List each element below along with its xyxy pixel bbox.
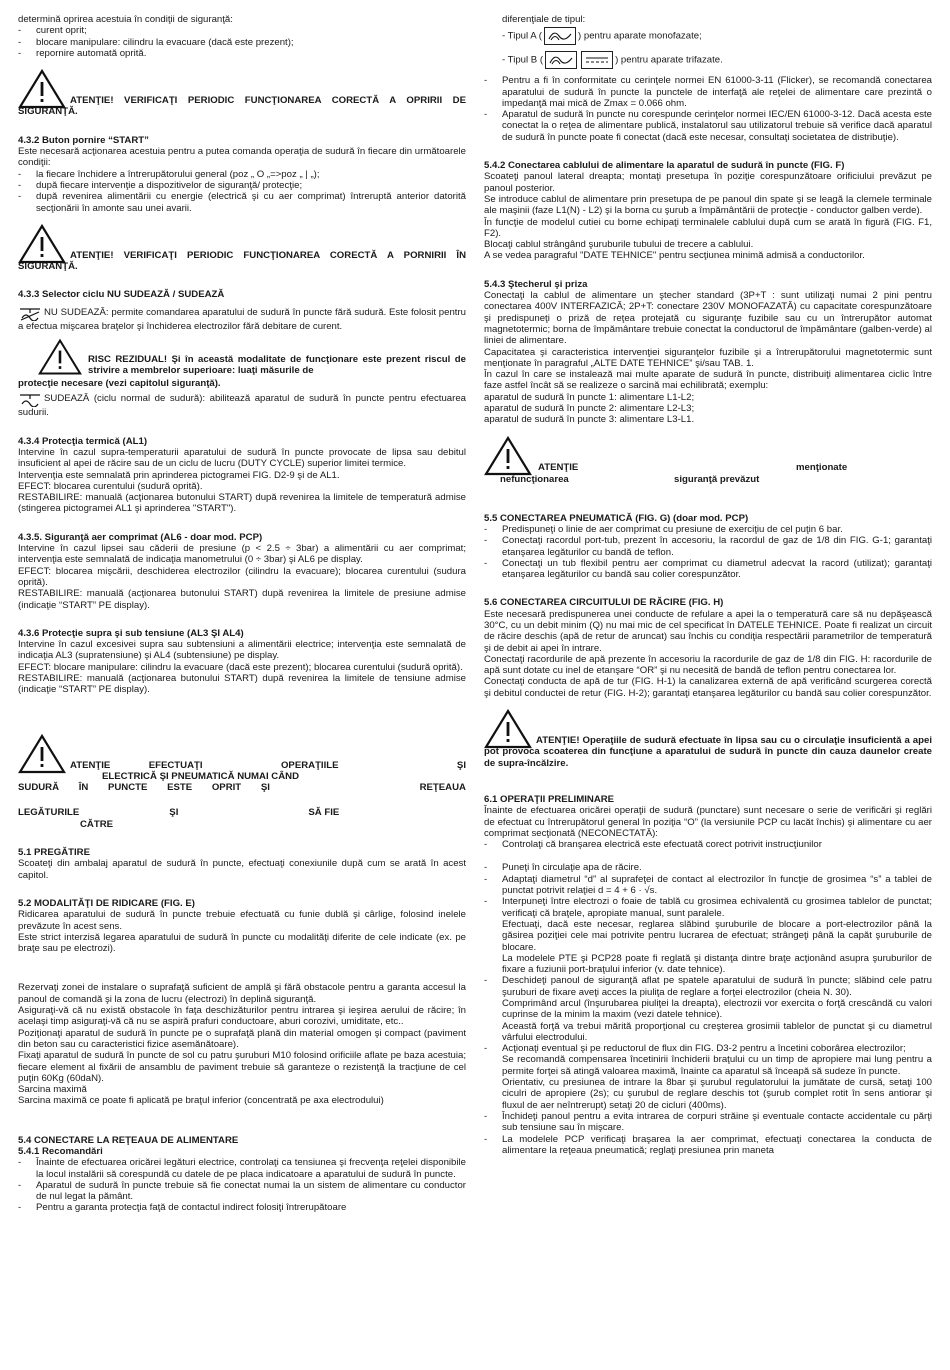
- warning-triangle-icon: [38, 338, 82, 376]
- section-title: 5.4.3 Ştecherul şi priza: [484, 278, 588, 290]
- warning-triangle-icon: [18, 224, 66, 264]
- section-title: 4.3.4 Protecţia termică (AL1): [18, 435, 148, 447]
- section-title: 5.6 CONECTAREA CIRCUITULUI DE RĂCIRE (FIG. H): [484, 597, 724, 609]
- warning-cooling: ATENŢIE! Operaţiile de sudură efectuate în lipsa sau cu o circulaţie insuficientă a apei pot provoca scoaterea din funcţiune a aparatului de sudură în puncte din cauza daunelor create de supra-încălzire.: [484, 709, 932, 769]
- list-item: - Aparatul de sudură în puncte nu corespunde cerinţelor normei IEC/EN 61000-3-12. Dacă acesta este conectat la o reţea de alimentare publică, instalatorul sau utilizatorul trebuie să verifice dacă aparatul de sudură în puncte poate fi conectat (dacă este necesar, consultaţi societatea de distribuţie).: [484, 109, 932, 143]
- warning-stop: ATENŢIE! VERIFICAŢI PERIODIC FUNCŢIONAREA CORECTĂ A OPRIRII DE SIGURANŢĂ.: [18, 69, 466, 118]
- intro-list: [18, 25, 466, 59]
- list-item: - blocare manipulare: cilindru la evacuare (dacă este prezent);: [18, 37, 466, 48]
- type-a-line: - Tipul A ( ) pentru aparate monofazate;: [484, 27, 932, 45]
- ac-pulsed-icon: [544, 27, 576, 45]
- no-weld-icon: [18, 307, 42, 321]
- section-title: 4.3.2 Buton pornire “START”: [18, 134, 149, 146]
- list-item: - Adaptaţi diametrul “d” al suprafeţei de contact al electrozilor în funcţie de grosimea “s” a tablei de punctat potrivit relaţiei d = 4 + 6 · √s.: [484, 874, 932, 897]
- list-item: - Acţionaţi eventual şi pe reductorul de flux din FIG. D3-2 pentru a încetini coborârea electrozilor;: [484, 1043, 932, 1054]
- warning-triangle-icon: [18, 734, 66, 774]
- list-item: - Puneţi în circulaţie apa de răcire.: [484, 862, 932, 873]
- warning-start: ATENŢIE! VERIFICAŢI PERIODIC FUNCŢIONAREA CORECTĂ A PORNIRII ÎN SIGURANŢĂ.: [18, 224, 466, 273]
- list-item: - La modelele PCP verificaţi braşarea la aer comprimat, efectuaţi conectarea la conducta de alimentare la reţeaua pneumatică; reglaţi presiunea prin maneta: [484, 1134, 932, 1157]
- list-item: - Conectaţi un tub flexibil pentru aer comprimat cu diametrul adecvat la racord (utilizat); garantaţi etanşarea legăturilor cu bandă sau colier corespunzător.: [484, 558, 932, 581]
- subsection-title: 5.4.1 Recomandări: [18, 1146, 103, 1157]
- warning-triangle-icon: [18, 69, 66, 109]
- section-title: 5.5 CONECTAREA PNEUMATICĂ (FIG. G) (doar mod. PCP): [484, 512, 749, 524]
- section-title: 5.4 CONECTARE LA REŢEAUA DE ALIMENTARE: [18, 1134, 239, 1146]
- list-item: - Conectaţi racordul port-tub, prezent în accesoriu, la racordul de gaz de 1/8 din FIG. G-1; garantaţi etanşarea legăturilor cu bandă de teflon.: [484, 535, 932, 558]
- left-column: determină oprirea acestuia în condiţii de siguranţă: - curent oprit; - blocare manipulare: cilindru la evacuare (dacă este prezent); - repornire automată oprită. ATENŢIE! VERIFICAŢI PERIODIC FUNCŢIONAREA CORECTĂ A OPRIRII DE SIGURANŢĂ. 4.3.2 Buton pornire “START” Este necesară acţionarea acestuia pentru a putea comanda operaţia de sudură în fiecare din următoarele condiţii: - la fiecare închidere a întrerupătorului general (poz „ O „=>poz „ | „); - după fiecare intervenţie a dispozitivelor de siguranţă/ protecţie; - după revenirea alimentării cu energie (electrică şi cu aer comprimat) întreruptă anterior datorită secţionării în amonte sau unei avarii. ATENŢIE! VERIFICAŢI PERIODIC FUNCŢIONAREA CORECTĂ A PORNIRII ÎN SIGURANŢĂ. 4.3.3 Selector ciclu NU SUDEAZĂ / SUDEAZĂ NU SUDEAZĂ: permite comandarea aparatului de sudură în puncte fără sudură. Este folosit pentru a efectua mişcarea braţelor şi închiderea electrozilor fără debitare de curent. RISC REZIDUAL! Şi în această modalitate de funcţionare este prezent riscul de strivire a membrelor superioare: luaţi măsurile de protecţie necesare (vezi capitolul siguranţă). SUDEAZĂ (ciclu normal de sudură): abilitează aparatul de sudură în puncte pentru efectuarea sudurii. 4.3.4 Protecţia termică (AL1) Intervine în cazul supra-temperaturii aparatului de sudură în puncte provocate de lipsa sau debitul insuficient al apei de răcire sau de un ciclu de lucru (DUTY CYCLE) superior limitei termice. Intervenţia este semnalată prin aprinderea pictogramei FIG. D2-9 şi de AL1. EFECT: blocarea curentului (sudură oprită). RESTABILIRE: manuală (acţionarea butonului START) după revenirea la limitele de temperatură admise (stingerea pictogramei AL1 şi aprinderea "START"). 4.3.5. Siguranţă aer comprimat (AL6 - doar mod. PCP) Intervine în cazul lipsei sau căderii de presiune (p < 2.5 ÷ 3bar) a alimentării cu aer comprimat; intervenţia este semnalată de indicaţia manometrului (0 ÷ 3bar) şi AL6 pe display. EFECT: blocarea mişcării, deschiderea electrozilor (cilindru la evacuare); blocarea curentului (sudura oprită). RESTABILIRE: manuală (acţionarea butonului START) după revenirea la limitele de presiune admise (indicaţie “START” PE display). 4.3.6 Protecţie supra şi sub tensiune (AL3 ŞI AL4) Intervine în cazul excesivei supra sau subtensiuni a alimentării electrice; intervenţia este semnalată de indicaţia AL3 (supratensiune) şi AL4 (subtensiune) pe display. EFECT: blocare manipulare: cilindru la evacuare (dacă este prezent); blocarea curentului (sudură oprită). RESTABILIRE: manuală (acţionarea butonului START) după revenirea la limitele de tensiune admise (indicaţie “START” PE display). ATENŢIE EFECTUAŢI OPERAŢIILE ŞI ELECTRICĂ ŞI PNEUMATICĂ NUMAI CÂND SUDURĂ ÎN PUNCTE ESTE OPRIT ŞI REŢEAUA LEGĂTURILE ŞI SĂ FIE CĂTRE 5.1 PREGĂTIRE Scoateţi din ambalaj aparatul de sudură în puncte, efectuaţi conexiunile după cum se arată în acest capitol. 5.2 MODALITĂŢI DE RIDICARE (FIG. E) Ridicarea aparatului de sudură în puncte trebuie efectuată cu funie dublă şi cârlige, folosind inelele prevăzute în acest sens. Este strict interzisă legarea aparatului de sudură în puncte cu modalităţi diferite de cele indicate (ex. pe braţe sau pe electrozi). Rezervaţi zonei de instalare o suprafaţă suficient de amplă şi fără obstacole pentru a garanta accesul la panoul de comandă şi la zona de lucru (electrozi) în deplină siguranţă. Asiguraţi-vă că nu există obstacole în faţa deschizăturilor pentru intrarea şi ieşirea aerului de răcire; în acelaşi timp asiguraţi-vă că nu se aspiră prafuri conductoare, aburi corozivi, umiditate, etc.. Poziţionaţi aparatul de sudură în puncte pe o suprafaţă plană din material omogen şi compact (paviment din beton sau cu caracteristici fizice asemănătoare). Fixaţi aparatul de sudură în puncte de sol cu patru şuruburi M10 folosind orificiile aflate pe baza acestuia; fiecare element al fixării de ansamblu de paviment trebuie să garanteze o rezistenţă la tracţiune de cel puţin 60Kg (60daN). Sarcina maximă Sarcina maximă ce poate fi aplicată pe braţul inferior (concentrată pe axa electrodului) 5.4 CONECTARE LA REŢEAUA DE ALIMENTARE 5.4.1 Recomandări - Înainte de efectuarea oricărei legături electrice, controlaţi ca tensiunea şi frecvenţa reţelei disponibile la locul instalării să corespundă cu datele de pe placa indicatoare a aparatului de sudură în puncte. - Aparatul de sudură în puncte trebuie să fie conectat numai la un sistem de alimentare cu conductor de nul legat la pământ. - Pentru a garanta protecţia faţă de contactul indirect folosiţi întrerupătoare: [18, 14, 466, 1214]
- list-item: - Pentru a garanta protecţia faţă de contactul indirect folosiţi întrerupătoare: [18, 1202, 466, 1213]
- right-column: diferenţiale de tipul: - Tipul A ( ) pentru aparate monofazate; - Tipul B ( ) pentru aparate trifazate. - Pentru a fi în conformitate cu cerinţele normei EN 61000-3-11 (Flicker), se recomandă conectarea aparatului de sudură în puncte la punctele de interfaţă ale reţelei de alimentare care prezintă o impedanţă mai mică de Zmax = 0.066 ohm. - Aparatul de sudură în puncte nu corespunde cerinţelor normei IEC/EN 61000-3-12. Dacă acesta este conectat la o reţea de alimentare publică, instalatorul sau utilizatorul trebuie să verifice dacă aparatul de sudură în puncte poate fi conectat (dacă este necesar, consultaţi societatea de distribuţie). 5.4.2 Conectarea cablului de alimentare la aparatul de sudură în puncte (FIG. F) Scoateţi panoul lateral dreapta; montaţi presetupa în poziţie corespunzătoare orificiului prevăzut pe panoul posterior. Se introduce cablul de alimentare prin presetupa de pe panoul din spate şi se leagă la clemele terminale ale maşinii (faze L1(N) - L2) şi la borna cu şurub a împământării de protecţie - conductor galben verde). În funcţie de modelul cutiei cu borne echipaţi terminalele cablului după cum se arată în figură (FIG. F1, F2). Blocaţi cablul strângând şuruburile tubului de trecere a cablului. A se vedea paragraful "DATE TEHNICE" pentru secţiunea minimă admisă a conductorilor. 5.4.3 Ştecherul şi priza Conectaţi la cablul de alimentare un ştecher standard (3P+T : sunt utilizaţi numai 2 pini pentru conectarea 400V INTERFAZICĂ; 2P+T: conectare 230V MONOFAZATĂ) cu capacitate corespunzătoare şi predispuneţi o priză de reţea protejată cu siguranţe fuzibile sau cu un întrerupător automat magnetotermic; borna de împământare trebuie conectat la conductorul de împământare (galben-verde) al liniei de alimentare. Capacitatea şi caracteristica intervenţiei siguranţelor fuzibile şi a întrerupătorului magnetotermic sunt menţionate în paragraful „ALTE DATE TEHNICE” şi/sau TAB. 1. În cazul în care se instalează mai multe aparate de sudură în puncte, distribuiţi alimentarea ciclic între faze astfel încât să se realizeze o sarcină mai echilibrată; exemplu: aparatul de sudură în puncte 1: alimentare L1-L2; aparatul de sudură în puncte 2: alimentare L2-L3; aparatul de sudură în puncte 3: alimentare L3-L1. ATENŢIE menţionate nefuncţionarea siguranţă prevăzut 5.5 CONECTAREA PNEUMATICĂ (FIG. G) (doar mod. PCP) - Predispuneţi o linie de aer comprimat cu presiune de exerciţiu de cel puţin 6 bar. - Conectaţi racordul port-tub, prezent în accesoriu, la racordul de gaz de 1/8 din FIG. G-1; garantaţi etanşarea legăturilor cu bandă de teflon. - Conectaţi un tub flexibil pentru aer comprimat cu diametrul adecvat la racord (utilizat); garantaţi etanşarea legăturilor cu bandă sau colier corespunzător. 5.6 CONECTAREA CIRCUITULUI DE RĂCIRE (FIG. H) Este necesară predispunerea unei conducte de refulare a apei la o temperatură care să nu depăşească 30°C, cu un debit minim (Q) nu mai mic de cel specificat în DATELE TEHNICE. Poate fi realizat un circuit de răcire deschis (apă de retur de aruncat) sau închis cu condiţia respectării parametrilor de temperatură şi de debit ai apei în intrare. Conectaţi racordurile de apă prezente în accesoriu la racordurile de gaz de 1/8 din FIG. H: racordurile de apă sunt dotate cu inel de etanşare “OR” şi nu necesită de bandă de teflon pentru conectarea lor. Conectaţi conducta de apă de tur (FIG. H-1) la canalizarea externă de apă verificând scurgerea corectă şi debitul conductei de retur (FIG. H-2); garantaţi etanşarea legăturilor cu bandă sau colier corespunzător. ATENŢIE! Operaţiile de sudură efectuate în lipsa sau cu o circulaţie insuficientă a apei pot provoca scoaterea din funcţiune a aparatului de sudură în puncte din cauza daunelor create de supra-încălzire. 6.1 OPERAŢII PRELIMINARE Înainte de efectuarea oricărei operaţii de sudură (punctare) sunt necesare o serie de verificări şi reglări de efectuat cu întrerupătorul general în poziţia “O” (la versiunile PCP cu lacăt închis) şi alimentare cu aer comprimat secţionată (NECONECTATĂ): - Controlaţi că branşarea electrică este efectuată corect potrivit instrucţiunilor - Puneţi în circulaţie apa de răcire. - Adaptaţi diametrul “d” al suprafeţei de contact al electrozilor în funcţie de grosimea “s” a tablei de punctat potrivit relaţiei d = 4 + 6 · √s. - Interpuneţi între electrozi o foaie de tablă cu grosimea echivalentă cu grosimea tablelor de punctat; verificaţi că braţele, apropiate manual, sunt paralele. Efectuaţi, dacă este necesar, reglarea slăbind şuruburile de blocare a port-electrozilor până la găsirea poziţiei cele mai potrivite pentru lucrarea de efectuat; strângeţi până la capăt şuruburile de blocare. La modelele PTE şi PCP28 poate fi reglată şi distanţa dintre braţe acţionând asupra şuruburilor de fixare a fuziunii port-braţului inferior (v. date tehnice). - Deschideţi panoul de siguranţă aflat pe spatele aparatului de sudură în puncte; slăbind cele patru şuruburi de fixare aveţi acces la piuliţa de reglare a forţei electrozilor (cheia N. 30). Comprimând arcul (înşurubarea piuliţei la dreapta), electrozii vor exercita o forţă crescândă cu valori cuprinse de la minim la maxim (vezi datele tehnice). Această forţă va trebui mărită proporţional cu creşterea grosimii tablelor de punctat şi cu diametrul vârfului electrodului. - Acţionaţi eventual şi pe reductorul de flux din FIG. D3-2 pentru a încetini coborârea electrozilor; Se recomandă compensarea încetinirii închiderii braţului cu un timp de apropiere mai lung pentru a permite forţei să atingă valoarea maximă, înainte ca aparatul să înceapă să sudeze în puncte. Orientativ, cu presiunea de intrare la 8bar şi şurubul regulatorului la jumătate de cursă, setaţi 100 ciculri de apropiere (2s); cu şurubul de reglare deschis tot (şurub complet rotit în sens antiorar şi fluxul de aer neîntrerupt) setaţi 20 de cicluri (400ms). - Închideţi panoul pentru a evita intrarea de corpuri străine şi eventuale contacte accidentale cu părţi sub tensiune sau în mişcare. - La modelele PCP verificaţi braşarea la aer comprimat, efectuaţi conectarea la conducta de alimentare la reţeaua pneumatică; reglaţi presiunea prin maneta: [484, 14, 932, 1156]
- section-title: 6.1 OPERAŢII PRELIMINARE: [484, 793, 615, 805]
- intro-text: determină oprirea acestuia în condiţii de siguranţă:: [18, 14, 233, 25]
- list-item: - Aparatul de sudură în puncte trebuie să fie conectat numai la un sistem de alimentare cu conductor de nul legat la pământ.: [18, 1180, 466, 1203]
- dc-icon: [581, 51, 613, 69]
- list-item: - Închideţi panoul pentru a evita intrarea de corpuri străine şi eventuale contacte accidentale cu părţi sub tensiune sau în mişcare.: [484, 1111, 932, 1134]
- section-title: 5.1 PREGĂTIRE: [18, 847, 90, 859]
- list-item: - Controlaţi că branşarea electrică este efectuată corect potrivit instrucţiunilor: [484, 839, 932, 850]
- warning-protection: ATENŢIE menţionate nefuncţionarea siguranţă prevăzut: [484, 436, 932, 488]
- list-item: - Deschideţi panoul de siguranţă aflat pe spatele aparatului de sudură în puncte; slăbind cele patru şuruburi de fixare aveţi acces la piuliţa de reglare a forţei electrozilor (cheia N. 30).: [484, 975, 932, 998]
- warning-triangle-icon: [484, 709, 532, 749]
- list-item: - Interpuneţi între electrozi o foaie de tablă cu grosimea echivalentă cu grosimea tablelor de punctat; verificaţi că braţele, apropiate manual, sunt paralele.: [484, 896, 932, 919]
- section-title: 4.3.5. Siguranţă aer comprimat (AL6 - doar mod. PCP): [18, 531, 263, 543]
- section-title: 4.3.3 Selector ciclu NU SUDEAZĂ / SUDEAZĂ: [18, 289, 225, 301]
- list-item: - curent oprit;: [18, 25, 466, 36]
- section-title: 4.3.6 Protecţie supra şi sub tensiune (AL3 ŞI AL4): [18, 627, 244, 639]
- ac-pulsed-icon: [545, 51, 577, 69]
- list-item: - după fiecare intervenţie a dispozitivelor de siguranţă/ protecţie;: [18, 180, 466, 191]
- section-title: 5.2 MODALITĂŢI DE RIDICARE (FIG. E): [18, 897, 195, 909]
- list-item: - după revenirea alimentării cu energie (electrică şi cu aer comprimat) întreruptă anterior datorită secţionării în amonte sau unei avarii.: [18, 191, 466, 214]
- list-item: - Pentru a fi în conformitate cu cerinţele normei EN 61000-3-11 (Flicker), se recomandă conectarea aparatului de sudură în puncte la punctele de interfaţă ale reţelei de alimentare care prezintă o impedanţă mai mică de Zmax = 0.066 ohm.: [484, 75, 932, 109]
- warning-triangle-icon: [484, 436, 532, 476]
- list-item: - Predispuneţi o linie de aer comprimat cu presiune de exerciţiu de cel puţin 6 bar.: [484, 524, 932, 535]
- residual-risk-warning: RISC REZIDUAL! Şi în această modalitate de funcţionare este prezent riscul de strivire a membrelor superioare: luaţi măsurile de: [18, 338, 466, 378]
- list-item: - la fiecare închidere a întrerupătorului general (poz „ O „=>poz „ | „);: [18, 169, 466, 180]
- weld-icon: [18, 393, 42, 407]
- list-item: - Înainte de efectuarea oricărei legături electrice, controlaţi ca tensiunea şi frecvenţa reţelei disponibile la locul instalării să corespundă cu datele de pe placa indicatoare a aparatului de sudură în puncte.: [18, 1157, 466, 1180]
- section-title: 5.4.2 Conectarea cablului de alimentare la aparatul de sudură în puncte (FIG. F): [484, 160, 845, 172]
- list-item: - repornire automată oprită.: [18, 48, 466, 59]
- warning-connections: ATENŢIE EFECTUAŢI OPERAŢIILE ŞI ELECTRICĂ ŞI PNEUMATICĂ NUMAI CÂND SUDURĂ ÎN PUNCTE ESTE OPRIT ŞI REŢEAUA LEGĂTURILE ŞI SĂ FIE CĂTRE: [18, 734, 466, 830]
- type-b-line: - Tipul B ( ) pentru aparate trifazate.: [484, 51, 932, 69]
